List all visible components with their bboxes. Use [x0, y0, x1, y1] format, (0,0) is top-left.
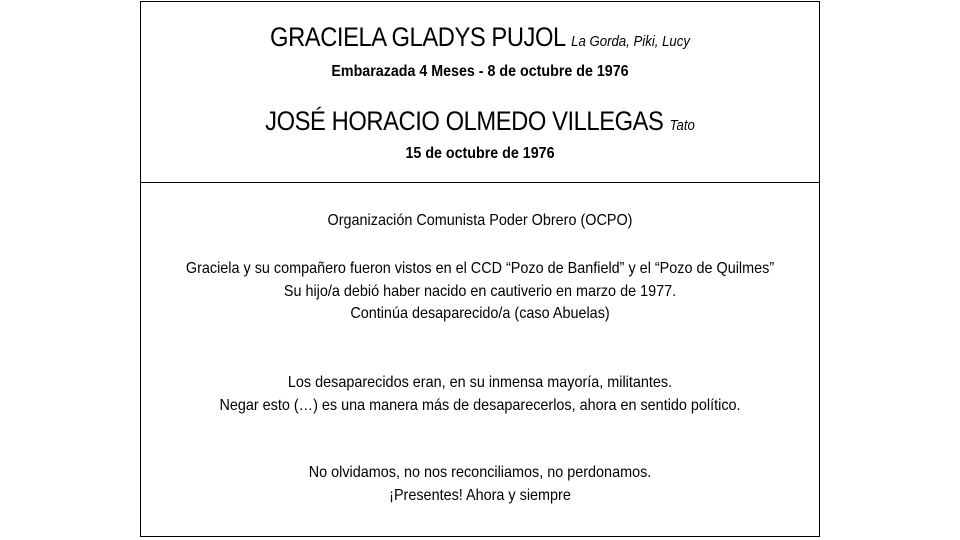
- memorial-card: [140, 1, 820, 537]
- person1-name: GRACIELA GLADYS PUJOL: [270, 22, 565, 52]
- card-header: [141, 2, 819, 183]
- person1-detail: Embarazada 4 Meses - 8 de octubre de 1976: [331, 63, 629, 80]
- story-line-2: Su hijo/a debió haber nacido en cautiverio en marzo de 1977.: [283, 283, 677, 300]
- reflection-line-1: Los desaparecidos eran, en su inmensa mayoría, militantes.: [287, 374, 673, 391]
- person2-alias: Tato: [669, 117, 695, 134]
- person1-heading: [182, 22, 779, 53]
- story-line-1: Graciela y su compañero fueron vistos en el CCD “Pozo de Banfield” y el “Pozo de Quilmes”: [185, 260, 775, 277]
- person1-alias: La Gorda, Piki, Lucy: [571, 33, 690, 50]
- story-line-3: Continúa desaparecido/a (caso Abuelas): [350, 305, 610, 322]
- organization: Organización Comunista Poder Obrero (OCPO): [327, 212, 633, 229]
- closing-line-1: No olvidamos, no nos reconciliamos, no perdonamos.: [308, 464, 652, 481]
- person2-name: JOSÉ HORACIO OLMEDO VILLEGAS: [265, 106, 664, 136]
- closing-line-2: ¡Presentes! Ahora y siempre: [389, 487, 571, 504]
- person2-heading: [182, 106, 779, 137]
- reflection-line-2: Negar esto (…) es una manera más de desaparecerlos, ahora en sentido político.: [219, 397, 741, 414]
- person2-detail: 15 de octubre de 1976: [405, 145, 555, 162]
